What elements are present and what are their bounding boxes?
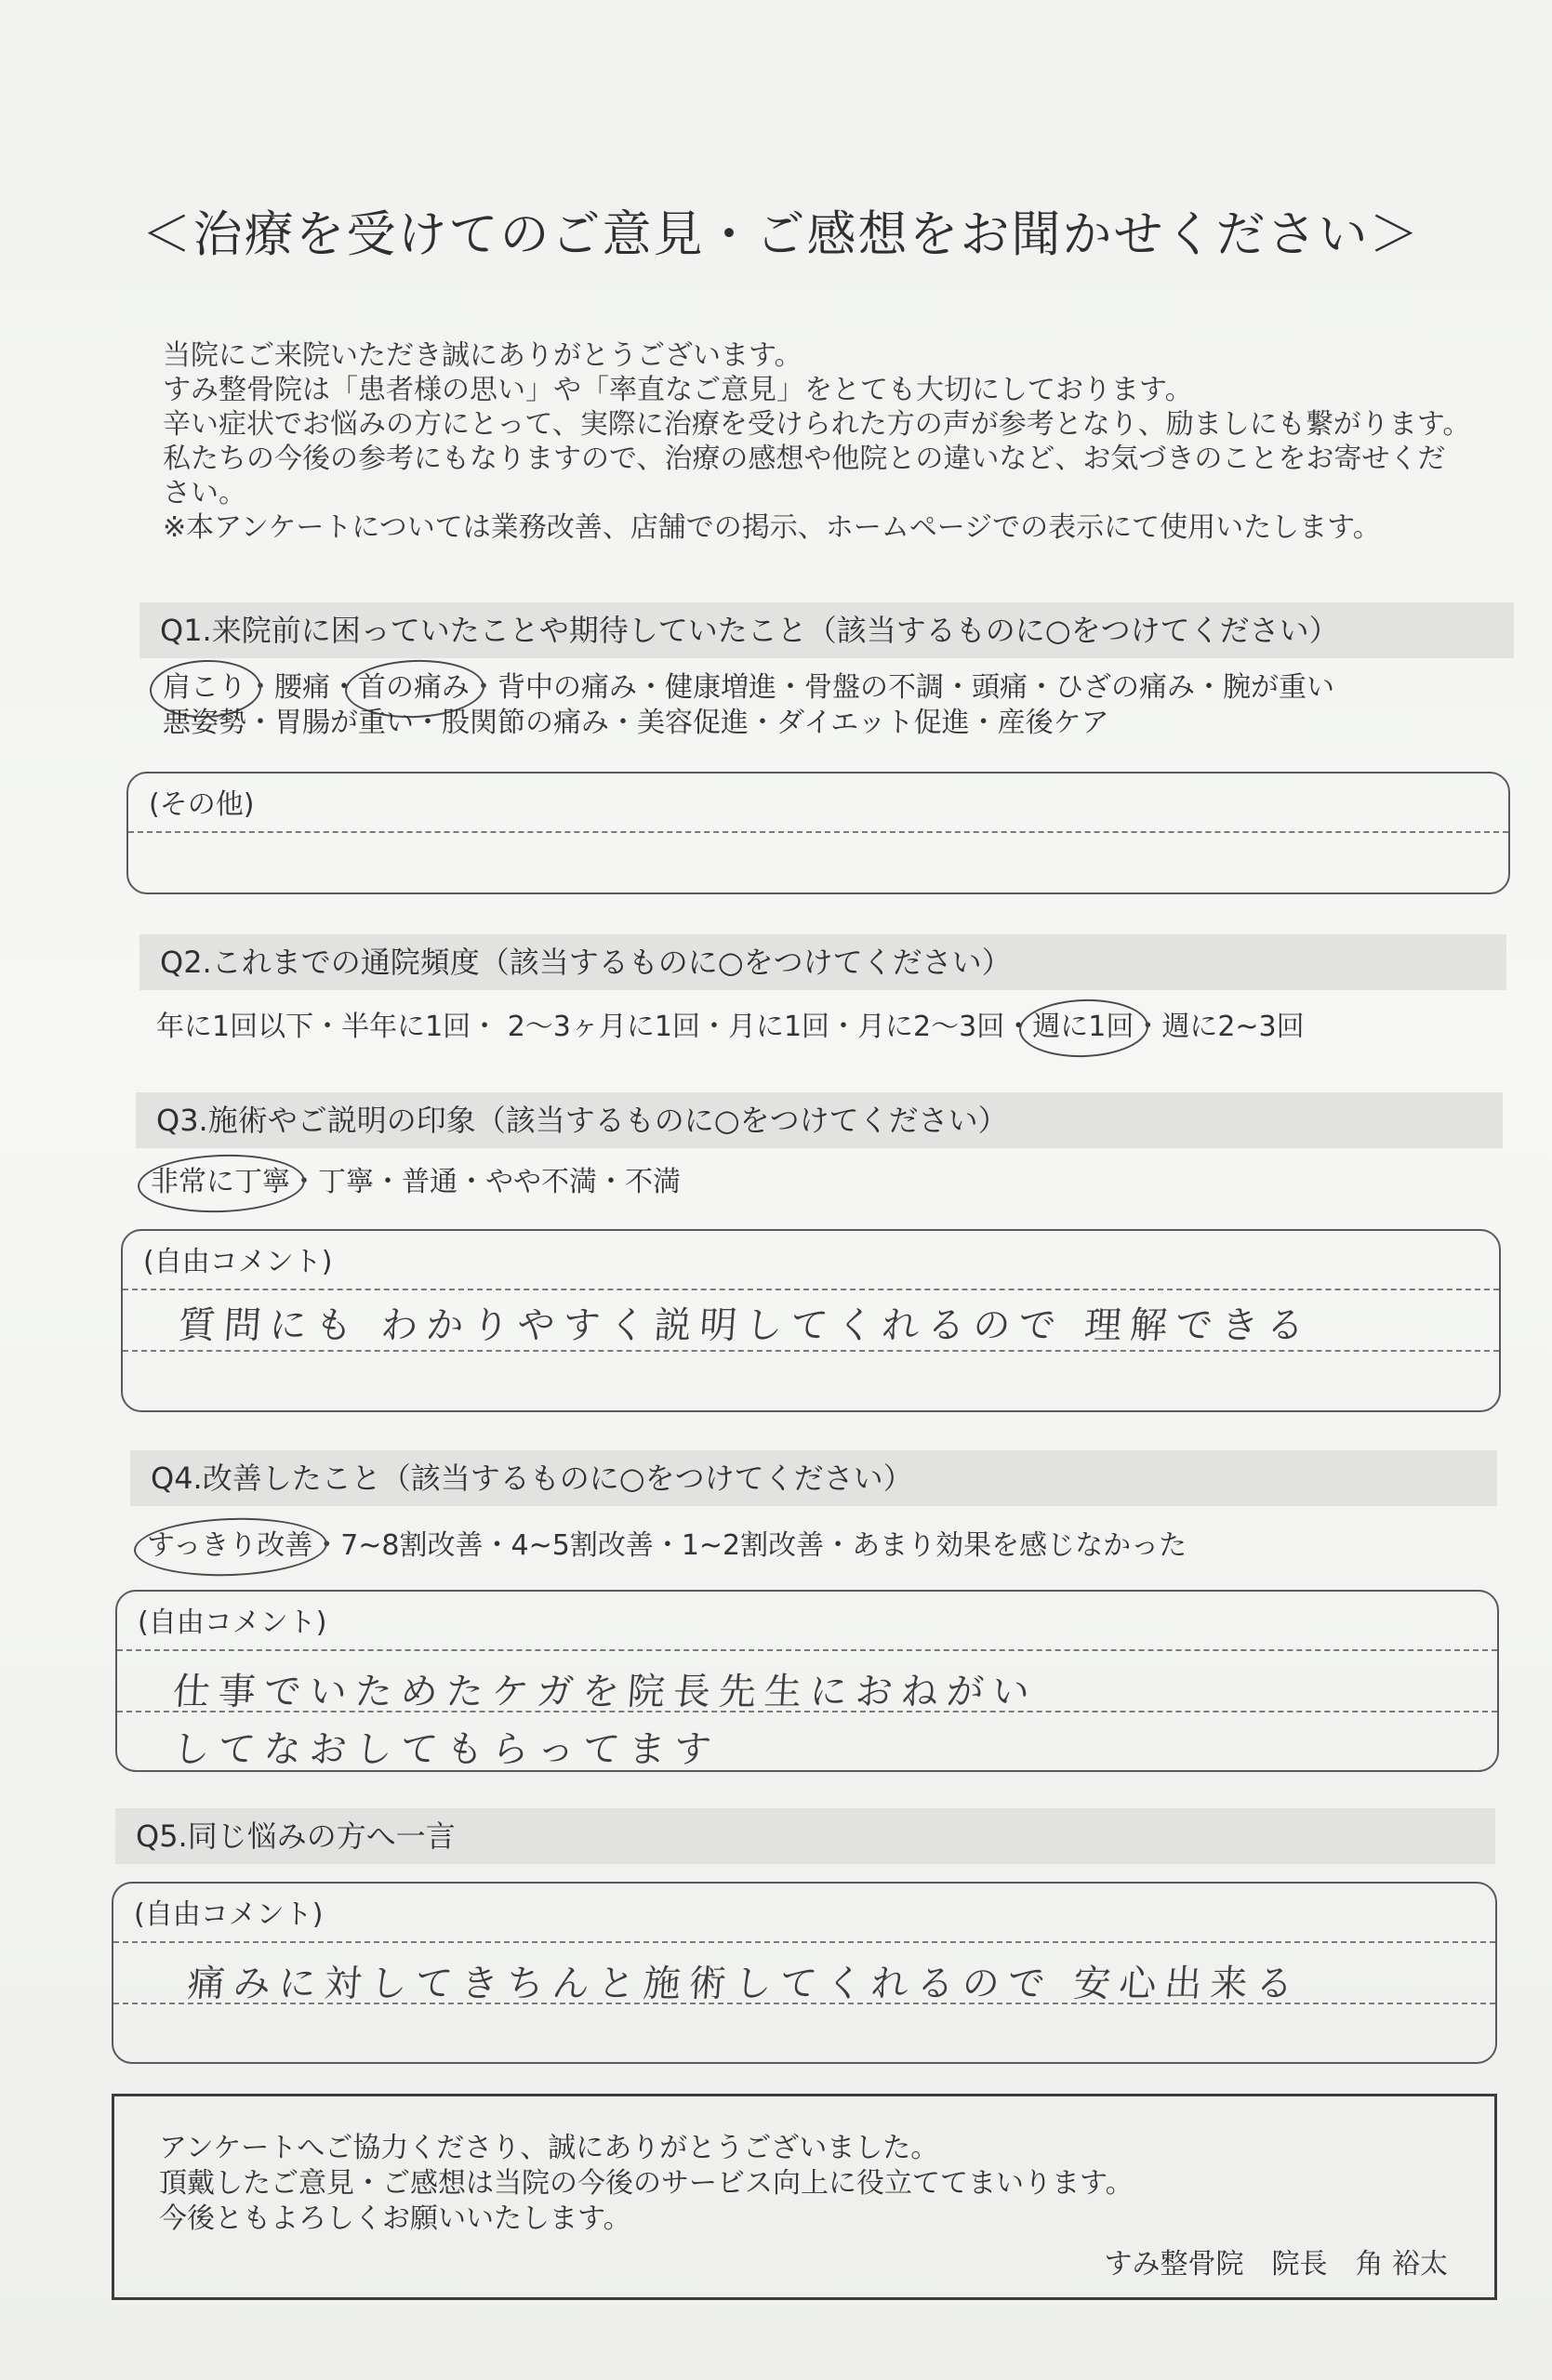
q2-options	[156, 1009, 1305, 1046]
dashed-line	[117, 1649, 1497, 1651]
intro-line: 私たちの今後の参考にもなりますので、治療の感想や他院との違いなど、お気づきのことをお寄せくだ	[163, 443, 1446, 475]
q5-comment-box[interactable]	[112, 1882, 1497, 2064]
intro-line: すみ整骨院は「患者様の思い」や「率直なご意見」をとても大切にしております。	[163, 374, 1193, 406]
q2-question: Q2.これまでの通院頻度（該当するものに○をつけてください）	[139, 934, 1506, 990]
comment-label: (自由コメント)	[134, 1898, 324, 1931]
q2-selected-option[interactable]: 週に1回	[1032, 1009, 1134, 1046]
q1-selected-option[interactable]: 首の痛み	[358, 669, 470, 707]
dashed-line	[128, 831, 1508, 833]
thank-you-box	[112, 2094, 1497, 2300]
dashed-line	[123, 1289, 1499, 1290]
intro-line: さい。	[163, 477, 246, 509]
comment-label: (自由コメント)	[143, 1246, 333, 1278]
page-title: ＜治療を受けてのご意見・ご感想をお聞かせください＞	[141, 206, 1421, 263]
q3-options	[151, 1164, 681, 1201]
footer-line: アンケートへご協力くださり、誠にありがとうございました。	[159, 2132, 939, 2164]
q2-option-text[interactable]: ・週に2~3回	[1134, 1011, 1305, 1043]
q1-option-text[interactable]: ・腰痛・	[246, 671, 358, 704]
dashed-line	[123, 1350, 1499, 1352]
q3-handwritten-comment: 質問にも わかりやすく説明してくれるので 理解できる	[177, 1304, 1314, 1347]
q5-question: Q5.同じ悩みの方へ一言	[115, 1808, 1495, 1864]
q3-option-text[interactable]: ・丁寧・普通・やや不満・不満	[290, 1166, 681, 1198]
signature: すみ整骨院 院長 角 裕太	[1104, 2248, 1448, 2281]
q5-handwritten-comment: 痛みに対してきちんと施術してくれるので 安心出来る	[186, 1963, 1304, 2005]
q4-option-text[interactable]: ・7~8割改善・4~5割改善・1~2割改善・あまり効果を感じなかった	[312, 1529, 1187, 1562]
q3-selected-option[interactable]: 非常に丁寧	[151, 1164, 290, 1201]
q3-comment-box[interactable]	[121, 1229, 1501, 1412]
q4-handwritten-comment-line2: してなおしてもらってます	[171, 1728, 722, 1771]
q4-handwritten-comment-line1: 仕事でいためたケガを院長先生におねがい	[171, 1671, 1040, 1713]
intro-text	[163, 338, 1511, 545]
other-label: (その他)	[149, 788, 255, 821]
intro-line: 辛い症状でお悩みの方にとって、実際に治療を受けられた方の声が参考となり、励ましにも繋がります。	[163, 408, 1471, 441]
q4-selected-option[interactable]: すっきり改善	[147, 1527, 312, 1565]
q1-options-line1	[163, 669, 1334, 707]
q4-options	[147, 1527, 1187, 1565]
q2-option-text[interactable]: 年に1回以下・半年に1回・ 2～3ヶ月に1回・月に1回・月に2～3回・	[156, 1011, 1033, 1043]
q1-options-line2[interactable]: 悪姿勢・胃腸が重い・股関節の痛み・美容促進・ダイエット促進・産後ケア	[163, 707, 1109, 739]
q4-question: Q4.改善したこと（該当するものに○をつけてください）	[130, 1450, 1497, 1506]
q3-question: Q3.施術やご説明の印象（該当するものに○をつけてください）	[136, 1092, 1503, 1148]
dashed-line	[113, 1941, 1495, 1943]
comment-label: (自由コメント)	[138, 1606, 327, 1639]
footer-line: 頂戴したご意見・ご感想は当院の今後のサービス向上に役立ててまいります。	[159, 2167, 1134, 2200]
intro-line: ※本アンケートについては業務改善、店舗での掲示、ホームページでの表示にて使用いたします。	[163, 511, 1381, 544]
intro-line: 当院にご来院いただき誠にありがとうございます。	[163, 339, 803, 372]
q4-comment-box[interactable]	[115, 1590, 1499, 1772]
q1-other-box[interactable]	[126, 772, 1510, 894]
q1-selected-option[interactable]: 肩こり	[163, 669, 246, 707]
q1-question: Q1.来院前に困っていたことや期待していたこと（該当するものに○をつけてください）	[139, 602, 1514, 658]
footer-line: 今後ともよろしくお願いいたします。	[159, 2202, 631, 2235]
q1-option-text[interactable]: ・背中の痛み・健康増進・骨盤の不調・頭痛・ひざの痛み・腕が重い	[470, 671, 1334, 704]
